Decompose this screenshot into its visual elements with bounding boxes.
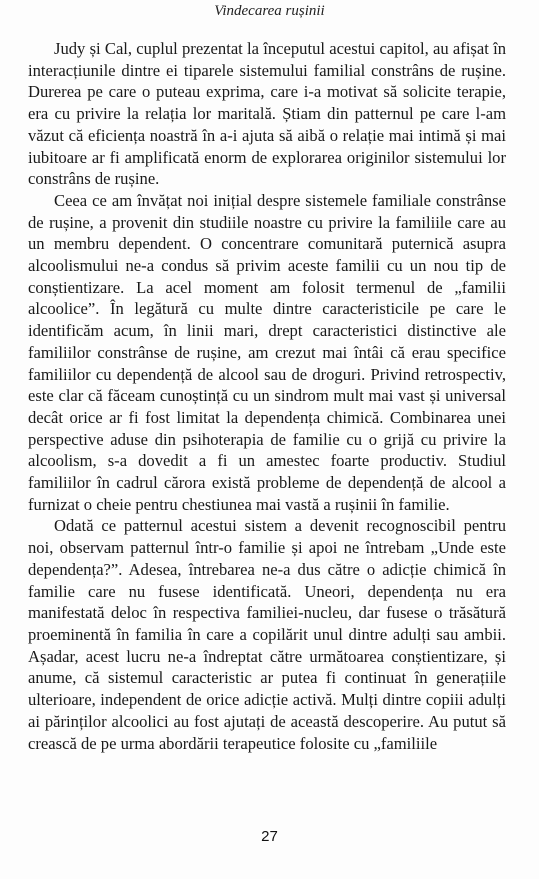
paragraph-2: Ceea ce am învățat noi inițial despre sistemele familiale constrânse de rușine, a provenit din studiile noastre cu privire la familiile care au un membru dependent. O concentrare comunitară puternică asupra alcoolismului ne-a condus să privim aceste familii cu un nou tip de conștientizare. La acel moment am folosit termenul de „familii alcoolice”. În legătură cu multe dintre caracteristicile pe care le identificăm acum, în linii mari, drept caracteristici distinctive ale familiilor constrânse de rușine, am crezut mai întâi că erau specifice familiilor cu dependență de alcool sau de droguri. Privind retrospectiv, este clar că făceam cunoștință cu un sindrom mult mai vast și universal decât orice ar fi fost limitat la dependența chimică. Combinarea unei perspective aduse din psihoterapia de familie cu o grijă cu privire la alcoolism, s-a dovedit a fi un amestec foarte productiv. Studiul familiilor în cadrul cărora există probleme de dependență de alcool a furnizat o cheie pentru chestiunea mai vastă a rușinii în familie. [28, 190, 506, 514]
body-text [28, 38, 506, 754]
paragraph-1: Judy și Cal, cuplul prezentat la începutul acestui capitol, au afișat în interacțiunile dintre ei tiparele sistemului familial constrâns de rușine. Durerea pe care o puteau exprima, care i-a motivat să solicite terapie, era cu privire la relația lor maritală. Știam din patternul pe care l-am văzut că eficiența noastră în a-i ajuta să aibă o relație mai intimă și mai iubitoare ar fi amplificată enorm de explorarea originilor sistemului lor constrâns de rușine. [28, 39, 506, 189]
page-number: 27 [261, 828, 278, 845]
running-header: Vindecarea rușinii [214, 3, 325, 19]
paragraph-3: Odată ce patternul acestui sistem a devenit recognoscibil pentru noi, observam patternul într-o familie și apoi ne întrebam „Unde este dependența?”. Adesea, întrebarea ne-a dus către o adicție chimică în familie care nu fusese identificată. Uneori, dependența nu era manifestată deloc în respectiva familiei-nucleu, dar fusese o trăsătură proeminentă în familia în care a copilărit unul dintre adulți sau ambii. Așadar, acest lucru ne-a îndreptat către următoarea conștientizare, și anume, că sistemul caracteristic ar putea fi continuat în generațiile ulterioare, independent de orice adicție activă. Mulți dintre copiii adulți ai părinților alcoolici au fost ajutați de această descoperire. Au putut să crească de pe urma abordării terapeutice folosite cu „familiile [28, 516, 506, 753]
